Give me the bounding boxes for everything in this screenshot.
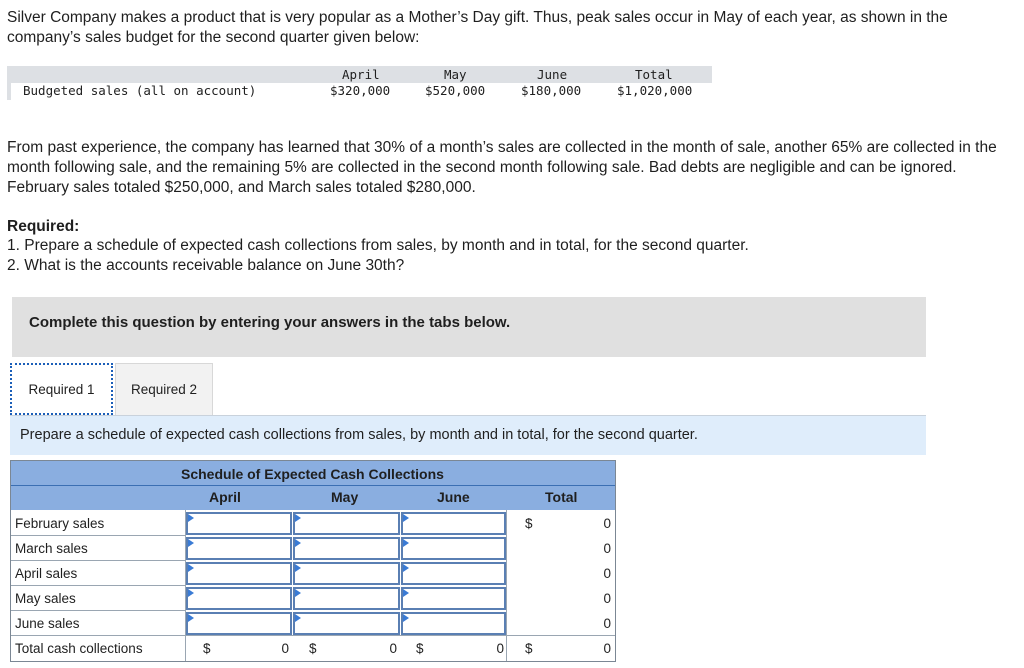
schedule-title: Schedule of Expected Cash Collections bbox=[181, 466, 444, 482]
grand-total-collections: 0 bbox=[603, 641, 611, 656]
june-total-currency: $ bbox=[416, 641, 424, 656]
column-header-may: May bbox=[331, 489, 359, 505]
total-june: 0 bbox=[603, 616, 611, 631]
row-label-may: May sales bbox=[15, 591, 76, 606]
input-march-april[interactable] bbox=[186, 537, 292, 560]
tab-required-2-label: Required 2 bbox=[130, 382, 198, 397]
tab-required-2[interactable] bbox=[115, 363, 213, 415]
budget-header-total: Total bbox=[635, 67, 673, 82]
input-march-may[interactable] bbox=[293, 537, 400, 560]
input-may-april[interactable] bbox=[186, 587, 292, 610]
total-march: 0 bbox=[603, 541, 611, 556]
input-february-april[interactable] bbox=[186, 512, 292, 535]
total-may: 0 bbox=[603, 591, 611, 606]
prepare-instruction-box bbox=[10, 416, 926, 455]
row-label-april: April sales bbox=[15, 566, 78, 581]
may-total-collections: 0 bbox=[389, 641, 397, 656]
input-february-june[interactable] bbox=[401, 512, 506, 535]
budget-june-value: $180,000 bbox=[521, 83, 582, 98]
row-label-total: Total cash collections bbox=[15, 641, 143, 656]
total-february: 0 bbox=[603, 516, 611, 531]
tab-required-1-label: Required 1 bbox=[28, 381, 95, 397]
grand-total-currency: $ bbox=[525, 641, 533, 656]
budget-header-april: April bbox=[342, 67, 380, 82]
column-header-april: April bbox=[209, 489, 241, 505]
may-total-currency: $ bbox=[309, 641, 317, 656]
prepare-instruction-text: Prepare a schedule of expected cash collections from sales, by month and in total, for the second quarter. bbox=[20, 427, 698, 443]
budget-total-value: $1,020,000 bbox=[617, 83, 693, 98]
cash-collections-schedule bbox=[10, 460, 616, 662]
input-april-may[interactable] bbox=[293, 562, 400, 585]
input-may-june[interactable] bbox=[401, 587, 506, 610]
total-currency-february: $ bbox=[525, 516, 533, 531]
intro-paragraph: Silver Company makes a product that is very popular as a Mother’s Day gift. Thus, peak sales occur in May of each year, as shown in the company’s sales budget for the second quarter given below: bbox=[7, 9, 948, 46]
budget-row-label: Budgeted sales (all on account) bbox=[23, 83, 257, 98]
input-april-june[interactable] bbox=[401, 562, 506, 585]
column-header-june: June bbox=[437, 489, 470, 505]
experience-paragraph: From past experience, the company has learned that 30% of a month’s sales are collected in the month of sale, another 65% are collected in the month following sale, and the remaining 5% are collected in the second month following sale. Bad debts are negligible and can be ignored. February sales totaled $250,000, and March sales totaled $280,000. bbox=[7, 139, 997, 196]
budget-may-value: $520,000 bbox=[425, 83, 486, 98]
input-april-april[interactable] bbox=[186, 562, 292, 585]
input-june-june[interactable] bbox=[401, 612, 506, 635]
row-label-june: June sales bbox=[15, 616, 80, 631]
required-item-1: 1. Prepare a schedule of expected cash collections from sales, by month and in total, for the second quarter. bbox=[7, 237, 749, 254]
input-may-may[interactable] bbox=[293, 587, 400, 610]
april-total-collections: 0 bbox=[281, 641, 289, 656]
input-june-april[interactable] bbox=[186, 612, 292, 635]
tab-required-1[interactable] bbox=[10, 363, 113, 415]
april-total-currency: $ bbox=[203, 641, 211, 656]
input-february-may[interactable] bbox=[293, 512, 400, 535]
input-june-may[interactable] bbox=[293, 612, 400, 635]
instruction-text: Complete this question by entering your answers in the tabs below. bbox=[29, 314, 511, 331]
total-april: 0 bbox=[603, 566, 611, 581]
june-total-collections: 0 bbox=[496, 641, 504, 656]
sales-budget-table bbox=[7, 66, 712, 102]
row-label-march: March sales bbox=[15, 541, 88, 556]
budget-april-value: $320,000 bbox=[330, 83, 391, 98]
budget-header-june: June bbox=[537, 67, 568, 82]
row-label-february: February sales bbox=[15, 516, 105, 531]
instruction-box bbox=[12, 297, 926, 357]
required-item-2: 2. What is the accounts receivable balance on June 30th? bbox=[7, 257, 405, 274]
budget-header-may: May bbox=[444, 67, 467, 82]
required-heading: Required: bbox=[7, 218, 80, 235]
input-march-june[interactable] bbox=[401, 537, 506, 560]
column-header-total: Total bbox=[545, 489, 578, 505]
